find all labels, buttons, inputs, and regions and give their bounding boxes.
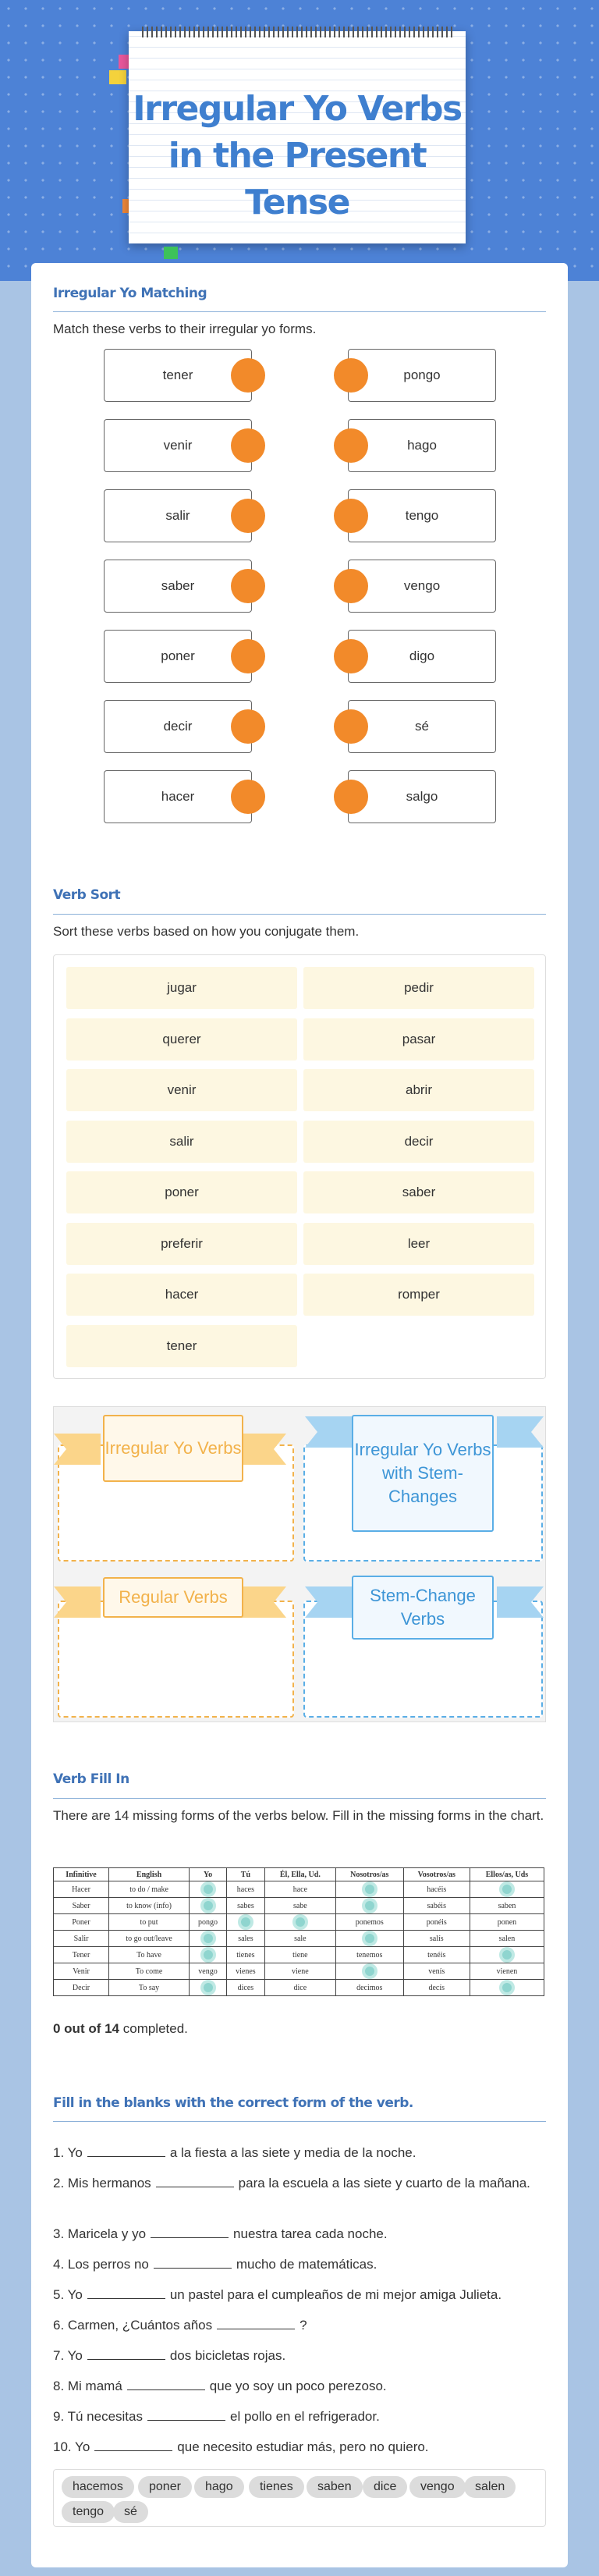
chart-header-cell: Él, Ella, Ud. <box>264 1868 335 1881</box>
chart-cell: to do / make <box>109 1881 190 1898</box>
sort-chip[interactable]: preferir <box>66 1223 297 1265</box>
sentence-end: ? <box>300 2318 307 2333</box>
chart-cell: sale <box>264 1931 335 1947</box>
sentence-end: mucho de matemáticas. <box>236 2257 377 2272</box>
sort-title: Verb Sort <box>53 887 121 903</box>
match-connector-dot[interactable] <box>334 569 368 603</box>
chart-cell: decimos <box>335 1980 403 1996</box>
blank-input[interactable] <box>87 2349 165 2360</box>
blank-input[interactable] <box>127 2379 205 2390</box>
chart-cell: salís <box>403 1931 470 1947</box>
chart-header-cell: Ellos/as, Uds <box>470 1868 544 1881</box>
match-right-box[interactable]: sé <box>348 700 496 753</box>
drop-target-icon[interactable] <box>292 1914 308 1930</box>
drop-target-icon[interactable] <box>362 1963 377 1979</box>
sentence <box>53 2225 544 2244</box>
table-row <box>54 1931 544 1947</box>
blanks-title: Fill in the blanks with the correct form of the verb. <box>53 2095 413 2111</box>
bin-label-regular: Regular Verbs <box>103 1577 243 1618</box>
chart-blank-cell[interactable] <box>190 1898 227 1914</box>
word-bank-chip[interactable]: dice <box>363 2476 407 2498</box>
chart-blank-cell[interactable] <box>190 1931 227 1947</box>
word-bank-chip[interactable]: sé <box>113 2501 148 2523</box>
blank-input[interactable] <box>87 2288 165 2299</box>
chart-blank-cell[interactable] <box>470 1947 544 1963</box>
chart-blank-cell[interactable] <box>470 1881 544 1898</box>
word-bank-chip[interactable]: poner <box>138 2476 192 2498</box>
sentence-start: 6. Carmen, ¿Cuántos años <box>53 2318 213 2333</box>
drop-target-icon[interactable] <box>200 1898 216 1913</box>
chart-blank-cell[interactable] <box>264 1914 335 1931</box>
chart-cell: tenéis <box>403 1947 470 1963</box>
chart-cell: To say <box>109 1980 190 1996</box>
sort-chip[interactable]: venir <box>66 1069 297 1111</box>
fillin-title: Verb Fill In <box>53 1771 129 1787</box>
chart-cell: haces <box>227 1881 265 1898</box>
chart-cell: pongo <box>190 1914 227 1931</box>
match-connector-dot[interactable] <box>334 499 368 533</box>
blank-input[interactable] <box>154 2258 232 2269</box>
chart-blank-cell[interactable] <box>227 1914 265 1931</box>
sort-chip[interactable]: abrir <box>303 1069 534 1111</box>
chart-cell: vienes <box>227 1963 265 1980</box>
drop-target-icon[interactable] <box>362 1898 377 1913</box>
ribbon-tail-icon <box>54 1434 101 1465</box>
sentence <box>53 2286 544 2304</box>
chart-cell: venís <box>403 1963 470 1980</box>
match-right-box[interactable]: vengo <box>348 560 496 613</box>
match-left-box[interactable]: salir <box>104 489 252 542</box>
match-right-box[interactable]: hago <box>348 419 496 472</box>
chart-blank-cell[interactable] <box>335 1881 403 1898</box>
table-row <box>54 1898 544 1914</box>
verb-chart <box>53 1867 544 1996</box>
chart-cell: Poner <box>54 1914 109 1931</box>
section-divider <box>53 311 546 312</box>
match-connector-dot[interactable] <box>231 499 265 533</box>
ribbon-tail-icon <box>497 1586 544 1618</box>
chart-blank-cell[interactable] <box>190 1980 227 1996</box>
chart-cell: viene <box>264 1963 335 1980</box>
chart-cell: Tener <box>54 1947 109 1963</box>
ribbon-tail-icon <box>54 1586 101 1618</box>
drop-target-icon[interactable] <box>499 1947 515 1963</box>
sentence-start: 3. Maricela y yo <box>53 2226 147 2241</box>
chart-cell: Saber <box>54 1898 109 1914</box>
bin-label-irregular-yo-stem: Irregular Yo Verbs with Stem-Changes <box>352 1415 494 1532</box>
sentence <box>53 2316 544 2335</box>
drop-target-icon[interactable] <box>200 1881 216 1897</box>
chart-cell: dice <box>264 1980 335 1996</box>
sentence-start: 7. Yo <box>53 2348 83 2363</box>
blank-input[interactable] <box>87 2146 165 2157</box>
sort-chip[interactable]: pasar <box>303 1018 534 1061</box>
chart-cell: to know (info) <box>109 1898 190 1914</box>
blank-input[interactable] <box>217 2318 295 2329</box>
match-connector-dot[interactable] <box>231 639 265 673</box>
chart-cell: Salir <box>54 1931 109 1947</box>
match-left-box[interactable]: decir <box>104 700 252 753</box>
chart-cell: hace <box>264 1881 335 1898</box>
chart-cell: ponéis <box>403 1914 470 1931</box>
word-bank-chip[interactable]: hacemos <box>62 2476 134 2498</box>
matching-instructions: Match these verbs to their irregular yo forms. <box>53 322 317 336</box>
chart-blank-cell[interactable] <box>190 1881 227 1898</box>
match-right-box[interactable]: salgo <box>348 770 496 823</box>
blank-input[interactable] <box>156 2176 234 2187</box>
chart-cell: saben <box>470 1898 544 1914</box>
chart-header-cell: Yo <box>190 1868 227 1881</box>
sentence <box>53 2144 544 2162</box>
chart-cell: hacéis <box>403 1881 470 1898</box>
chart-cell: vengo <box>190 1963 227 1980</box>
notebook-tab <box>164 247 178 259</box>
match-connector-dot[interactable] <box>231 569 265 603</box>
chart-cell: to go out/leave <box>109 1931 190 1947</box>
sentence <box>53 2377 544 2396</box>
notebook-spiral <box>142 27 452 37</box>
chart-cell: tiene <box>264 1947 335 1963</box>
chart-blank-cell[interactable] <box>335 1931 403 1947</box>
word-bank-chip[interactable]: saben <box>307 2476 363 2498</box>
sort-chip[interactable]: poner <box>66 1171 297 1213</box>
drop-target-icon[interactable] <box>238 1914 253 1930</box>
bin-label-stem-change: Stem-Change Verbs <box>352 1576 494 1640</box>
sentence-start: 9. Tú necesitas <box>53 2409 143 2424</box>
match-left-box[interactable]: tener <box>104 349 252 402</box>
bin-label-irregular-yo: Irregular Yo Verbs <box>103 1415 243 1482</box>
sort-chip[interactable]: leer <box>303 1223 534 1265</box>
chart-cell: tienes <box>227 1947 265 1963</box>
chart-cell: salen <box>470 1931 544 1947</box>
chart-cell: Venir <box>54 1963 109 1980</box>
sort-instructions: Sort these verbs based on how you conjugate them. <box>53 924 360 939</box>
completed-status <box>53 2021 188 2037</box>
sentence-start: 4. Los perros no <box>53 2257 149 2272</box>
drop-target-icon[interactable] <box>499 1881 515 1897</box>
match-connector-dot[interactable] <box>334 358 368 393</box>
ribbon-tail-icon <box>305 1416 352 1448</box>
blank-input[interactable] <box>151 2227 229 2238</box>
sentence <box>53 2407 544 2426</box>
chart-cell: to put <box>109 1914 190 1931</box>
sentence-end: que yo soy un poco perezoso. <box>209 2379 387 2393</box>
match-right-box[interactable]: tengo <box>348 489 496 542</box>
chart-cell: decís <box>403 1980 470 1996</box>
chart-cell: sabéis <box>403 1898 470 1914</box>
word-bank <box>53 2469 546 2527</box>
section-divider <box>53 1798 546 1799</box>
fillin-instructions: There are 14 missing forms of the verbs below. Fill in the missing forms in the chart. <box>53 1808 544 1823</box>
chart-header-cell: Infinitive <box>54 1868 109 1881</box>
page-title: Irregular Yo Verbs in the Present Tense <box>133 89 462 222</box>
sort-chip[interactable]: querer <box>66 1018 297 1061</box>
match-connector-dot[interactable] <box>334 639 368 673</box>
sentence-end: que necesito estudiar más, pero no quiero. <box>177 2439 429 2454</box>
sentence-start: 2. Mis hermanos <box>53 2176 151 2190</box>
match-right-box[interactable]: pongo <box>348 349 496 402</box>
chart-cell: sales <box>227 1931 265 1947</box>
sentence-end: a la fiesta a las siete y media de la noche. <box>169 2145 416 2160</box>
word-bank-chip[interactable]: salen <box>464 2476 516 2498</box>
match-connector-dot[interactable] <box>334 709 368 744</box>
sort-chip[interactable]: jugar <box>66 967 297 1009</box>
sort-chip-area <box>53 954 546 1379</box>
chart-cell: Hacer <box>54 1881 109 1898</box>
chart-blank-cell[interactable] <box>470 1980 544 1996</box>
match-connector-dot[interactable] <box>334 428 368 463</box>
section-divider <box>53 2121 546 2122</box>
bin-regular[interactable] <box>58 1601 294 1718</box>
sort-chip[interactable]: romper <box>303 1274 534 1316</box>
word-bank-chip[interactable]: hago <box>194 2476 244 2498</box>
sentence <box>53 2347 544 2365</box>
chart-blank-cell[interactable] <box>335 1963 403 1980</box>
word-bank-chip[interactable]: tienes <box>249 2476 304 2498</box>
sort-chip[interactable]: salir <box>66 1121 297 1163</box>
chart-header-cell: Vosotros/as <box>403 1868 470 1881</box>
match-left-box[interactable]: poner <box>104 630 252 683</box>
sort-chip[interactable]: decir <box>303 1121 534 1163</box>
sort-chip[interactable]: tener <box>66 1325 297 1367</box>
chart-header-row <box>54 1868 544 1881</box>
sentence-end: para la escuela a las siete y cuarto de la mañana. <box>238 2176 530 2190</box>
drop-target-icon[interactable] <box>499 1980 515 1995</box>
sentence <box>53 2255 544 2274</box>
sort-chip[interactable]: pedir <box>303 967 534 1009</box>
match-left-box[interactable]: hacer <box>104 770 252 823</box>
match-connector-dot[interactable] <box>334 780 368 814</box>
chart-header-cell: Nosotros/as <box>335 1868 403 1881</box>
chart-cell: tenemos <box>335 1947 403 1963</box>
drop-target-icon[interactable] <box>200 1947 216 1963</box>
drop-target-icon[interactable] <box>200 1931 216 1946</box>
table-row <box>54 1881 544 1898</box>
chart-cell: Decir <box>54 1980 109 1996</box>
drop-target-icon[interactable] <box>200 1980 216 1995</box>
ribbon-tail-icon <box>239 1586 286 1618</box>
section-divider <box>53 914 546 915</box>
ribbon-tail-icon <box>497 1416 544 1448</box>
notebook-tab <box>109 70 126 84</box>
sort-bins <box>53 1406 546 1722</box>
drop-target-icon[interactable] <box>362 1931 377 1946</box>
completed-suffix: completed. <box>119 2021 188 2036</box>
chart-cell: vienen <box>470 1963 544 1980</box>
sentence-end: el pollo en el refrigerador. <box>229 2409 380 2424</box>
chart-cell: To come <box>109 1963 190 1980</box>
chart-cell: To have <box>109 1947 190 1963</box>
chart-cell: sabes <box>227 1898 265 1914</box>
chart-header-cell: Tú <box>227 1868 265 1881</box>
word-bank-chip[interactable]: vengo <box>409 2476 466 2498</box>
chart-header-cell: English <box>109 1868 190 1881</box>
sentence-end: un pastel para el cumpleaños de mi mejor amiga Julieta. <box>169 2287 502 2302</box>
sentence <box>53 2438 544 2457</box>
sentence-start: 5. Yo <box>53 2287 83 2302</box>
match-connector-dot[interactable] <box>231 358 265 393</box>
match-connector-dot[interactable] <box>231 780 265 814</box>
word-bank-chip[interactable]: tengo <box>62 2501 115 2523</box>
sentence-end: nuestra tarea cada noche. <box>233 2226 388 2241</box>
blank-input[interactable] <box>147 2410 225 2421</box>
notebook-tab <box>119 55 129 69</box>
chart-blank-cell[interactable] <box>335 1898 403 1914</box>
ribbon-tail-icon <box>305 1586 352 1618</box>
table-row <box>54 1980 544 1996</box>
sentence <box>53 2174 544 2193</box>
matching-title: Irregular Yo Matching <box>53 286 207 301</box>
chart-cell: ponen <box>470 1914 544 1931</box>
sort-chip[interactable]: hacer <box>66 1274 297 1316</box>
table-row <box>54 1963 544 1980</box>
match-left-box[interactable]: venir <box>104 419 252 472</box>
sentence-start: 10. Yo <box>53 2439 90 2454</box>
chart-cell: sabe <box>264 1898 335 1914</box>
blank-input[interactable] <box>94 2440 172 2451</box>
sort-chip[interactable]: saber <box>303 1171 534 1213</box>
chart-cell: ponemos <box>335 1914 403 1931</box>
sentence-start: 1. Yo <box>53 2145 83 2160</box>
table-row <box>54 1914 544 1931</box>
match-left-box[interactable]: saber <box>104 560 252 613</box>
match-connector-dot[interactable] <box>231 428 265 463</box>
sentence-start: 8. Mi mamá <box>53 2379 122 2393</box>
drop-target-icon[interactable] <box>362 1881 377 1897</box>
ribbon-tail-icon <box>239 1434 286 1465</box>
completed-count: 0 out of 14 <box>53 2021 120 2036</box>
match-right-box[interactable]: digo <box>348 630 496 683</box>
chart-cell: dices <box>227 1980 265 1996</box>
chart-blank-cell[interactable] <box>190 1947 227 1963</box>
sentence-end: dos bicicletas rojas. <box>169 2348 286 2363</box>
table-row <box>54 1947 544 1963</box>
match-connector-dot[interactable] <box>231 709 265 744</box>
